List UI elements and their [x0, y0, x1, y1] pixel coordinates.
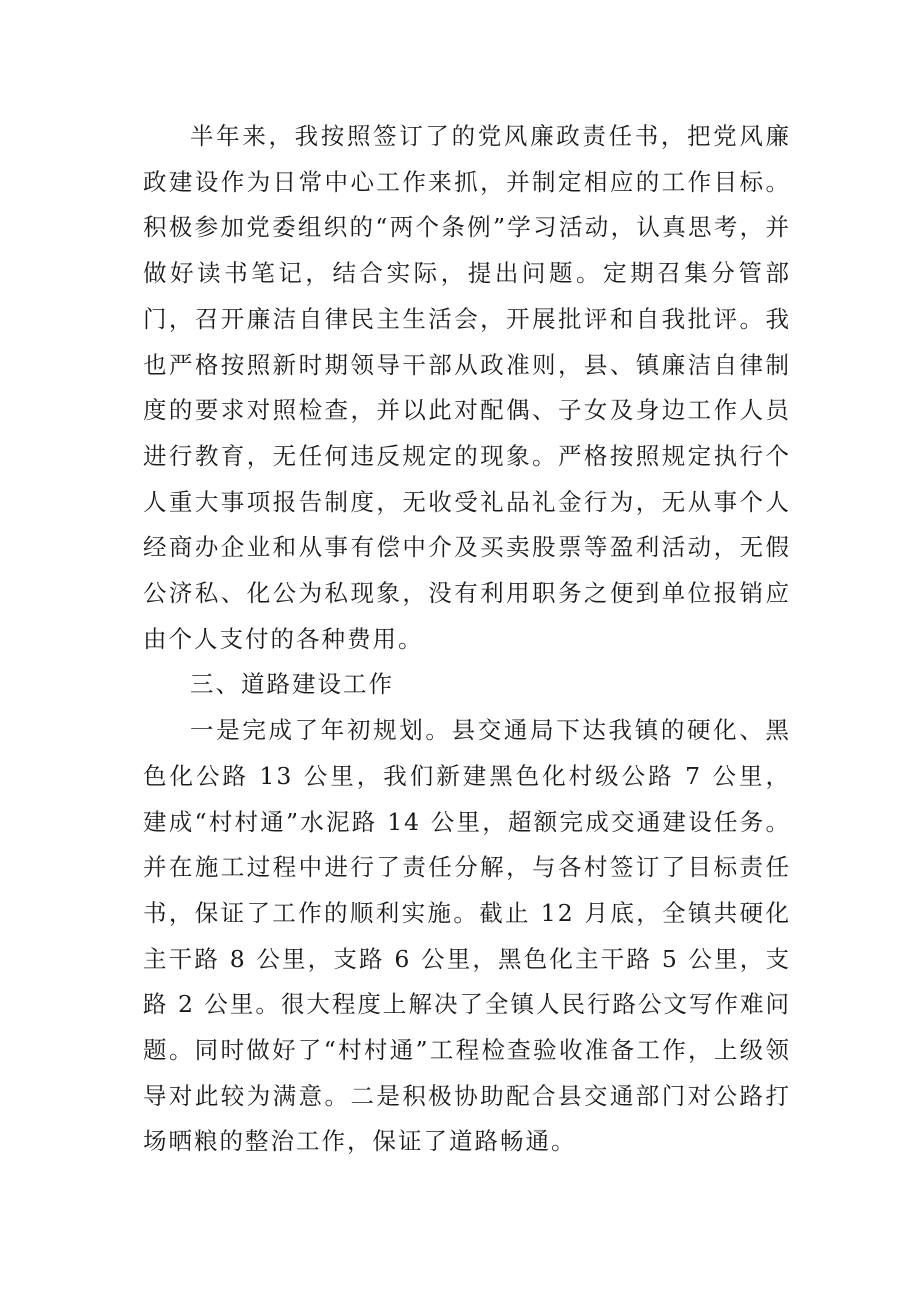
paragraph-party-integrity: 半年来，我按照签订了的党风廉政责任书，把党风廉政建设作为日常中心工作来抓，并制定相应的工作目标。积极参加党委组织的“两个条例”学习活动，认真思考，并做好读书笔记，结合实际，提出问题。定期召集分管部门，召开廉洁自律民主生活会，开展批评和自我批评。我也严格按照新时期领导干部从政准则，县、镇廉洁自律制度的要求对照检查，并以此对配偶、子女及身边工作人员进行教育，无任何违反规定的现象。严格按照规定执行个人重大事项报告制度，无收受礼品礼金行为，无从事个人经商办企业和从事有偿中介及买卖股票等盈利活动，无假公济私、化公为私现象，没有利用职务之便到单位报销应由个人支付的各种费用。	[143, 122, 791, 653]
document-body	[143, 114, 791, 1165]
section-heading-road-construction: 三、道路建设工作	[190, 670, 394, 699]
paragraph-road-construction: 一是完成了年初规划。县交通局下达我镇的硬化、黑色化公路 13 公里，我们新建黑色化村级公路 7 公里，建成“村村通”水泥路 14 公里，超额完成交通建设任务。并在施工过程中进行了责任分解，与各村签订了目标责任书，保证了工作的顺利实施。截止 12 月底，全镇共硬化主干路 8 公里，支路 6 公里，黑色化主干路 5 公里，支路 2 公里。很大程度上解决了全镇人民行路公文写作难问题。同时做好了“村村通”工程检查验收准备工作，上级领导对此较为满意。二是积极协助配合县交通部门对公路打场晒粮的整治工作，保证了道路畅通。	[143, 716, 791, 1156]
